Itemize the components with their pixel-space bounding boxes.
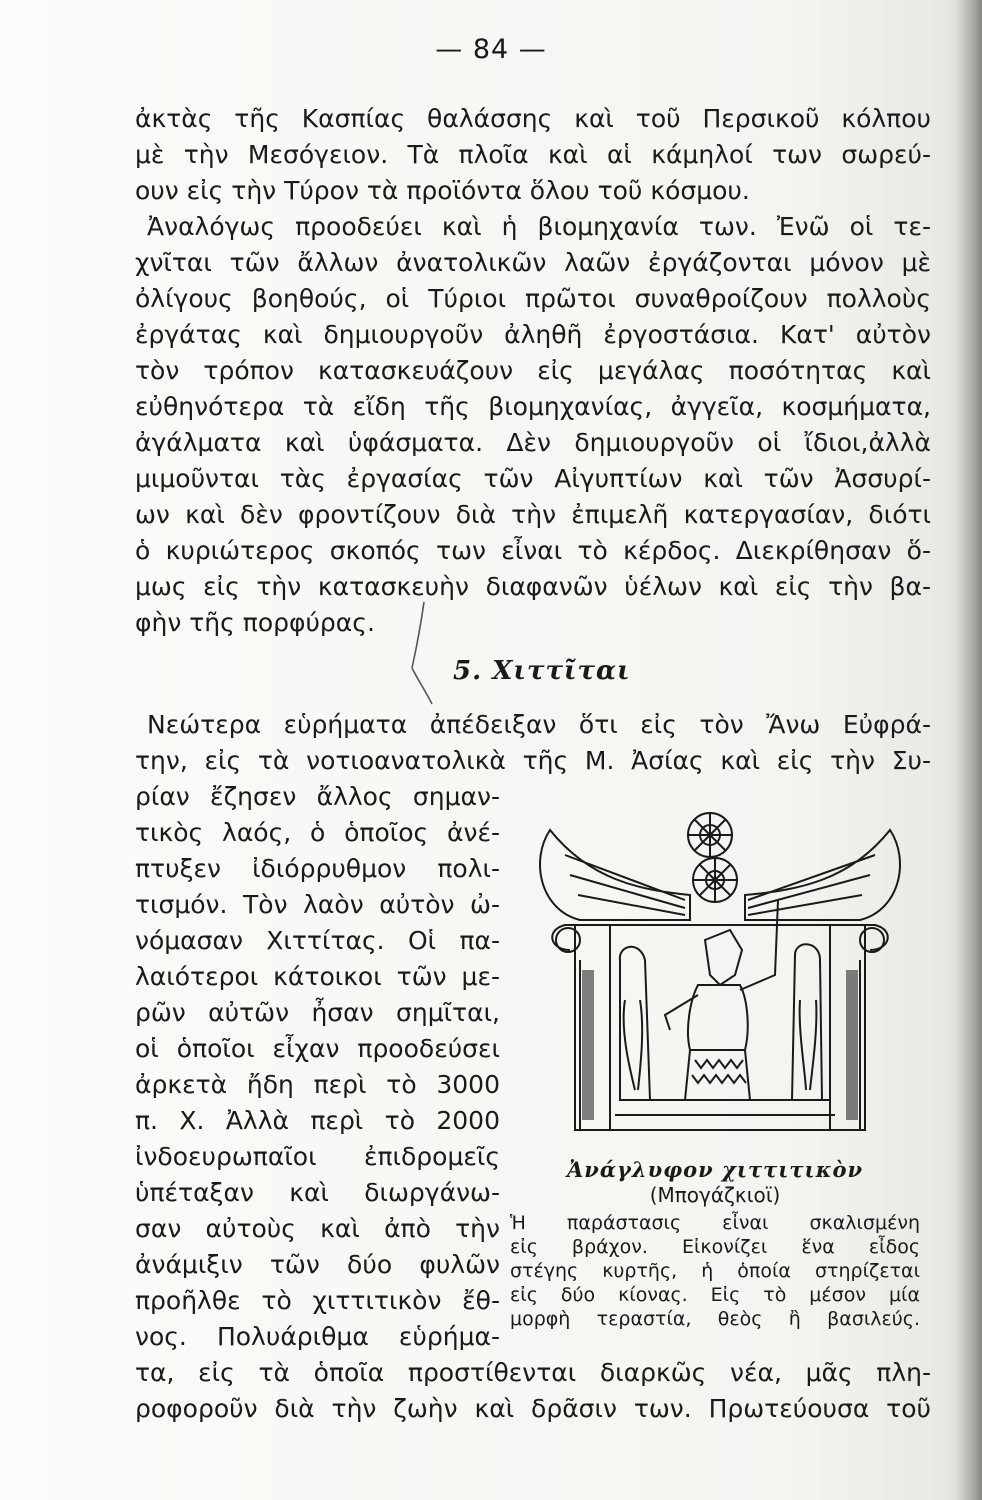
text-line: π. Χ. Ἀλλὰ περὶ τὸ 2000 [135,1106,500,1135]
text-line: ἀκτὰς τῆς Κασπίας θαλάσσης καὶ τοῦ Περσικοῦ κόλπου [135,104,931,133]
figure-caption-title: Ἀνάγλυφον χιττιτικὸν [566,1157,864,1182]
text-line: Νεώτερα εὑρήματα ἀπέδειξαν ὅτι εἰς τὸν Ἄνω Εὐφρά- [147,710,931,739]
text-line: ἀρκετὰ ἤδη περὶ τὸ 3000 [135,1070,500,1099]
text-line: ἀνάμιξιν τῶν δύο φυλῶν [135,1250,500,1279]
text-line: φὴν τῆς πορφύρας. [135,608,375,637]
text-line: ὀλίγους βοηθούς, οἱ Τύριοι πρῶτοι συναθροίζουν πολλοὺς [135,284,931,313]
text-line: Ἀναλόγως προοδεύει καὶ ἡ βιομηχανία των. Ἐνῶ οἱ τε- [147,212,931,241]
text-line: ἰνδοευρωπαῖοι ἐπιδρομεῖς [135,1142,500,1171]
text-line: τα, εἰς τὰ ὁποῖα προστίθενται διαρκῶς νέα, μᾶς πλη- [135,1358,931,1387]
text-line: προῆλθε τὸ χιττιτικὸν ἔθ- [135,1286,500,1315]
text-line: τισμόν. Τὸν λαὸν αὐτὸν ὠ- [135,890,500,919]
text-line: σαν αὐτοὺς καὶ ἀπὸ τὴν [135,1214,500,1243]
figure-caption-source: (Μπογάζκιοϊ) [649,1183,781,1207]
text-line: νος. Πολυάριθμα εὑρήμα- [135,1322,500,1351]
text-line: ουν εἰς τὴν Τύρον τὰ προϊόντα ὅλου τοῦ κόσμου. [135,176,750,205]
pencil-mark-icon [398,600,438,710]
text-line: πτυξεν ἰδιόρρυθμον πολι- [135,854,500,883]
text-line: ων καὶ δὲν φροντίζουν διὰ τὴν ἐπιμελῆ κατεργασίαν, διότι [135,500,931,529]
text-line: οἱ ὁποῖοι εἶχαν προοδεύσει [135,1034,500,1063]
text-line: μὲ τὴν Μεσόγειον. Τὰ πλοῖα καὶ αἱ κάμηλοί των σωρεύ- [135,140,931,169]
section-heading: 5. Χιττῖται [453,656,631,686]
text-line: λαιότεροι κάτοικοι τῶν με- [135,962,500,991]
text-line: ροφοροῦν διὰ τὴν ζωὴν καὶ δρᾶσιν των. Πρωτεύουσα τοῦ [135,1394,931,1423]
figure-description-line: εἰς δύο κίονας. Εἰς τὸ μέσον μία [510,1284,920,1306]
text-line: ὁ κυριώτερος σκοπός των εἶναι τὸ κέρδος. Διεκρίθησαν ὅ- [135,536,931,565]
page-number: — 84 — [435,34,547,65]
text-line: την, εἰς τὰ νοτιοανατολικὰ τῆς Μ. Ἀσίας καὶ εἰς τὴν Συ- [135,746,931,775]
figure-description-line: Ἡ παράστασις εἶναι σκαλισμένη [510,1212,920,1234]
text-line: ἐργάτας καὶ δημιουργοῦν ἀληθῆ ἐργοστάσια. Κατ' αὐτὸν [135,320,931,349]
page-edge-shadow [956,0,982,1500]
text-line: ἀγάλματα καὶ ὑφάσματα. Δὲν δημιουργοῦν οἱ ἴδιοι,ἀλλὰ [135,428,931,457]
text-line: τὸν τρόπον κατασκευάζουν εἰς μεγάλας ποσότητας καὶ [135,356,931,385]
text-line: τικὸς λαός, ὁ ὁποῖος ἀνέ- [135,818,500,847]
text-line: χνῖται τῶν ἄλλων ἀνατολικῶν λαῶν ἐργάζονται μόνον μὲ [135,248,931,277]
figure-description-line: στέγης κυρτῆς, ἡ ὁποία στηρίζεται [510,1260,920,1282]
figure-description-line: μορφὴ τεραστία, θεὸς ἢ βασιλεύς. [510,1308,920,1330]
text-line: ὑπέταξαν καὶ διωργάνω- [135,1178,500,1207]
text-line: μως εἰς τὴν κατασκευὴν διαφανῶν ὑέλων καὶ εἰς τὴν βα- [135,572,931,601]
text-line: ρίαν ἔζησεν ἄλλος σημαν- [135,782,500,811]
figure-description-line: εἰς βράχον. Εἰκονίζει ἕνα εἶδος [510,1236,920,1258]
text-line: εὐθηνότερα τὰ εἴδη τῆς βιομηχανίας, ἀγγεῖα, κοσμήματα, [135,392,931,421]
text-line: μιμοῦνται τὰς ἐργασίας τῶν Αἰγυπτίων καὶ τῶν Ἀσσυρί- [135,464,931,493]
text-line: νόμασαν Χιττίτας. Οἱ πα- [135,926,500,955]
text-line: ρῶν αὐτῶν ἦσαν σημῖται, [135,998,500,1027]
hittite-relief-illustration [520,800,920,1150]
